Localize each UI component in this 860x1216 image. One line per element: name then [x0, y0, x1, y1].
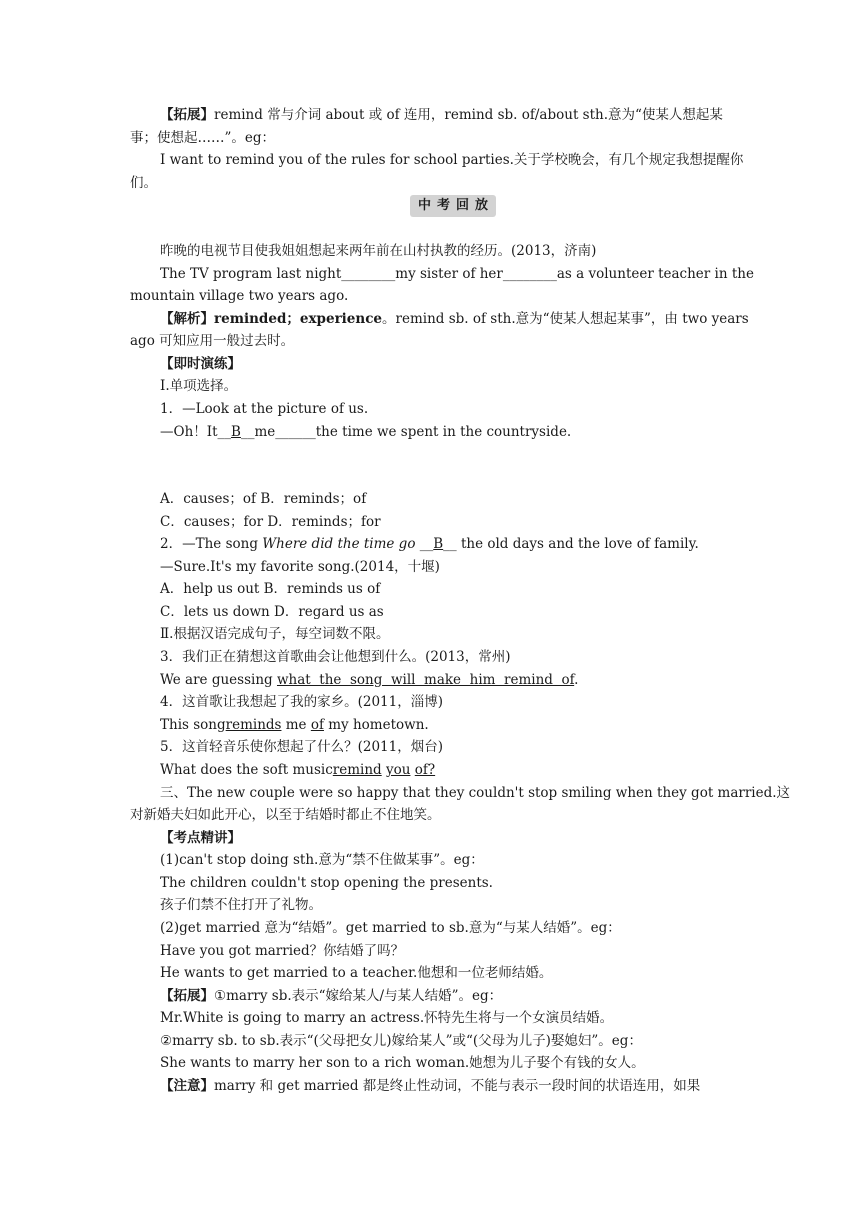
question-line: 4．这首歌让我想起了我的家乡。(2011，淄博)	[160, 694, 443, 710]
answer-blank: of	[310, 717, 324, 733]
option-line: C．lets us down D．regard us as	[160, 604, 384, 620]
answer-blank: what the song will make him remind of	[276, 672, 575, 688]
text-line: 事；使想起……”。eg：	[130, 130, 276, 146]
question-line: 1．—Look at the picture of us.	[160, 401, 369, 417]
tag-label: 【注意】	[160, 1078, 214, 1094]
text-line: —Sure.It's my favorite song.(2014，十堰)	[160, 559, 440, 575]
text-span: .	[574, 672, 579, 688]
text-span: __	[415, 536, 434, 552]
answer-blank: of?	[414, 762, 436, 778]
answer-blank: B	[231, 424, 241, 440]
text-span: What does the soft music	[160, 762, 333, 778]
song-title: Where did the time go	[262, 536, 416, 552]
text-span: ①marry sb.表示“嫁给某人/与某人结婚”。eg：	[214, 988, 503, 1004]
text-line: She wants to marry her son to a rich woman.她想为儿子娶个有钱的女人。	[160, 1055, 645, 1071]
text-line	[160, 104, 730, 126]
answer-blank: remind	[332, 762, 382, 778]
analysis-answer: 【解析】reminded；experience	[160, 311, 383, 327]
option-line: A．causes；of B．reminds；of	[160, 491, 367, 507]
text-line	[160, 1075, 730, 1097]
text-span: —Oh！It__	[160, 424, 232, 440]
text-span: marry 和 get married 都是终止性动词，不能与表示一段时间的状语连用，如果	[214, 1078, 701, 1094]
answer-blank: reminds	[225, 717, 282, 733]
text-span: my hometown.	[323, 717, 429, 733]
text-line: (2)get married 意为“结婚”。get married to sb.意为“与某人结婚”。eg：	[160, 920, 621, 936]
text-line: Ⅰ.单项选择。	[160, 378, 238, 394]
option-line: C．causes；for D．reminds；for	[160, 514, 381, 530]
text-span: __ the old days and the love of family.	[443, 536, 699, 552]
text-span: 。remind sb. of sth.意为“使某人想起某事”，由 two years	[382, 311, 749, 327]
text-span: We are guessing	[160, 672, 277, 688]
text-line	[160, 308, 749, 330]
question-line	[160, 421, 730, 443]
text-line: ago 可知应用一般过去时。	[130, 333, 295, 349]
text-line: Mr.White is going to marry an actress.怀特先生将与一个女演员结婚。	[160, 1010, 614, 1026]
question-line	[160, 533, 730, 555]
question-line: 3．我们正在猜想这首歌曲会让他想到什么。(2013，常州)	[160, 649, 511, 665]
section-heading: 【考点精讲】	[160, 830, 241, 846]
question-line: 5．这首轻音乐使你想起了什么？(2011，烟台)	[160, 739, 443, 755]
tag-label: 【拓展】	[160, 107, 214, 123]
text-line: mountain village two years ago.	[130, 288, 349, 304]
section-heading: 【即时演练】	[160, 356, 241, 372]
text-line: I want to remind you of the rules for school parties.关于学校晚会，有几个规定我想提醒你	[160, 152, 744, 168]
answer-blank: you	[386, 762, 411, 778]
answer-blank: B	[433, 536, 444, 552]
text-line: The children couldn't stop opening the presents.	[160, 875, 493, 891]
question-line	[160, 714, 730, 736]
text-line: 孩子们禁不住打开了礼物。	[160, 897, 322, 913]
text-line: (1)can't stop doing sth.意为“禁不住做某事”。eg：	[160, 852, 484, 868]
text-line: Have you got married？你结婚了吗？	[160, 943, 405, 959]
text-span: 2．—The song	[160, 536, 263, 552]
sentence-line: 三、The new couple were so happy that they couldn't stop smiling when they got married.这	[160, 785, 791, 801]
text-line: Ⅱ.根据汉语完成句子，每空词数不限。	[160, 626, 390, 642]
text-line	[160, 985, 730, 1007]
text-span: __me______the time we spent in the countryside.	[240, 424, 572, 440]
text-line: He wants to get married to a teacher.他想和一位老师结婚。	[160, 965, 553, 981]
question-line	[160, 669, 730, 691]
section-banner: 中考回放	[410, 195, 496, 217]
sentence-line: 对新婚夫妇如此开心，以至于结婚时都止不住地笑。	[130, 807, 441, 823]
tag-label: 【拓展】	[160, 988, 214, 1004]
option-line: A．help us out B．reminds us of	[160, 581, 381, 597]
question-line	[160, 759, 730, 781]
text-line: ②marry sb. to sb.表示“(父母把女儿)嫁给某人”或“(父母为儿子)娶媳妇”。eg：	[160, 1033, 642, 1049]
text-span: me	[281, 717, 311, 733]
text-line: 昨晚的电视节目使我姐姐想起来两年前在山村执教的经历。(2013，济南)	[160, 243, 597, 259]
text-line: 们。	[130, 175, 157, 191]
text-span: This song	[160, 717, 226, 733]
text-line: The TV program last night________my sister of her________as a volunteer teacher in the	[160, 266, 754, 282]
text-span: remind 常与介词 about 或 of 连用，remind sb. of/about sth.意为“使某人想起某	[214, 107, 723, 123]
